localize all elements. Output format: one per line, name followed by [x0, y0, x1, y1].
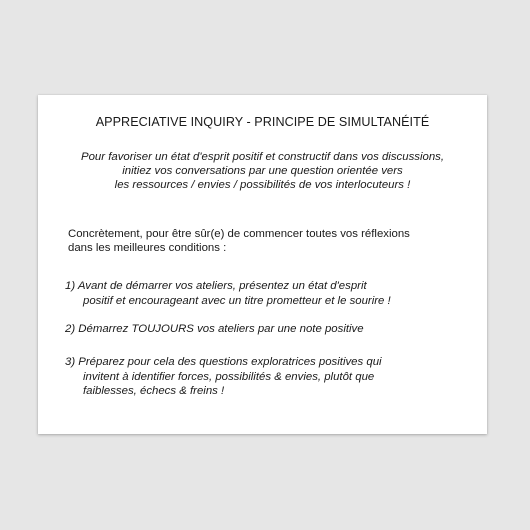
intro-line: les ressources / envies / possibilités de vos interlocuteurs !: [114, 179, 411, 191]
intro-line: initiez vos conversations par une question orientée vers: [122, 165, 403, 177]
list-item-line: 3) Préparez pour cela des questions exploratrices positives qui: [65, 356, 382, 368]
list-item-line: invitent à identifier forces, possibilités & envies, plutôt que: [83, 370, 375, 383]
lead-line: dans les meilleures conditions :: [68, 242, 227, 254]
list-item-line: positif et encourageant avec un titre prometteur et le sourire !: [83, 294, 391, 307]
list-item-2: [65, 322, 364, 337]
card-title: APPRECIATIVE INQUIRY - PRINCIPE DE SIMULTANÉITÉ: [95, 115, 430, 129]
list-item-line: 1) Avant de démarrer vos ateliers, présentez un état d'esprit: [65, 280, 367, 292]
lead-paragraph: [68, 227, 410, 255]
intro-line: Pour favoriser un état d'esprit positif et constructif dans vos discussions,: [80, 151, 445, 163]
list-item-line: faiblesses, échecs & freins !: [83, 385, 225, 397]
lead-line: Concrètement, pour être sûr(e) de commencer toutes vos réflexions: [68, 228, 410, 240]
list-item-line: 2) Démarrez TOUJOURS vos ateliers par une note positive: [65, 323, 364, 335]
intro-paragraph: [38, 150, 487, 192]
list-item-1: [65, 279, 391, 308]
postcard: [38, 95, 487, 434]
list-item-3: [65, 355, 382, 399]
